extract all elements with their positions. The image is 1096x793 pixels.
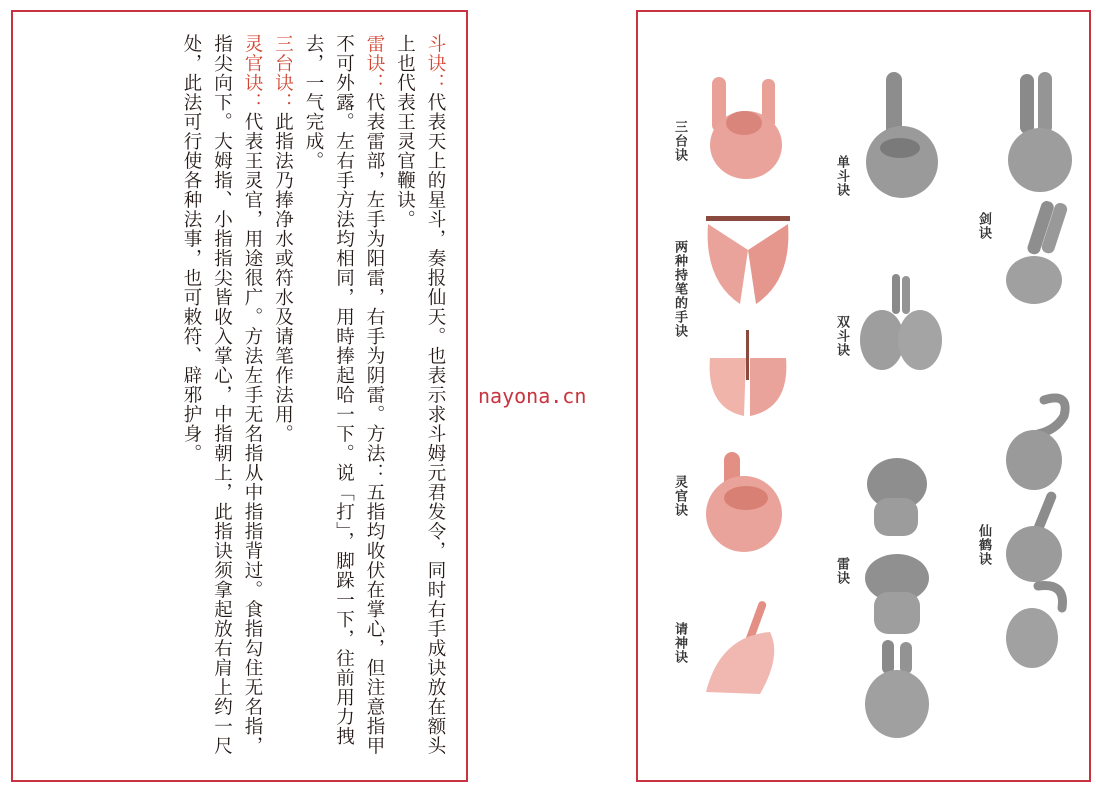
- jian-hand-image-1: [1006, 70, 1076, 195]
- bi-hand-image-1: [700, 210, 796, 310]
- santai-hand-image: [700, 67, 792, 182]
- text-lingguanjue: 代表王灵官，用途很广。方法左手无名指从中指指背过。食指勾住无名指，指尖向下。大姆指、小指指尖皆收入掌心，中指朝上，此指诀须拿起放右肩上约一尺处，此法可行使各种法事，也可敕符、辟邪护身。: [181, 34, 263, 756]
- label-shuang: 双斗诀: [834, 315, 849, 357]
- term-lingguanjue: 灵官诀: [242, 34, 263, 93]
- left-page: [11, 10, 468, 782]
- term-doujue: 斗诀: [425, 34, 446, 73]
- bi-hand-image-2: [700, 328, 796, 420]
- shuang-hand-image: [858, 272, 942, 372]
- label-lingguan: 灵官诀: [672, 475, 687, 517]
- paragraph-santaijue: 三台诀：此指法乃捧净水或符水及请笔作法用。: [272, 34, 294, 444]
- text-doujue: 代表天上的星斗，奏报仙天。也表示求斗姆元君发令，同时右手成诀放在额头上也代表王灵官鞭诀。: [394, 34, 446, 756]
- body-text: [176, 34, 451, 764]
- paragraph-lingguanjue: 灵官诀：代表王灵官，用途很广。方法左手无名指从中指指背过。食指勾住无名指，指尖向下。大姆指、小指指尖皆收入掌心，中指朝上，此指诀须拿起放右肩上约一尺处，此法可行使各种法事，也可敕符、辟邪护身。: [181, 34, 263, 756]
- label-bi: 两种持笔的手诀: [672, 240, 687, 338]
- text-santaijue: 此指法乃捧净水或符水及请笔作法用。: [272, 112, 294, 444]
- paragraph-leijue: 雷诀：代表雷部，左手为阳雷，右手为阴雷。方法：五指均收伏在掌心，但注意指甲不可外露。左右手方法均相同，用時捧起哈一下。说「打」，脚跺一下，往前用力拽去，一气完成。: [303, 34, 385, 756]
- paragraph-doujue: 斗诀：代表天上的星斗，奏报仙天。也表示求斗姆元君发令，同时右手成诀放在额头上也代表王灵官鞭诀。: [394, 34, 446, 756]
- label-lei: 雷诀: [834, 557, 849, 585]
- label-danjue: 单斗诀: [834, 155, 849, 197]
- lei-hand-image-1: [862, 450, 932, 540]
- label-xianhe: 仙鹤诀: [976, 524, 991, 566]
- danjue-hand-image: [860, 70, 940, 200]
- term-leijue: 雷诀: [364, 34, 385, 73]
- lei-hand-image-3: [860, 638, 934, 742]
- label-santai: 三台诀: [672, 120, 687, 162]
- xianhe-hand-image-3: [1004, 574, 1076, 674]
- label-jian: 剑诀: [976, 212, 991, 240]
- term-santaijue: 三台诀: [272, 34, 294, 93]
- jian-hand-image-2: [1004, 198, 1074, 308]
- right-page: [636, 10, 1091, 782]
- label-qingshen: 请神诀: [672, 622, 687, 664]
- lingguan-hand-image: [700, 450, 786, 554]
- text-leijue: 代表雷部，左手为阳雷，右手为阴雷。方法：五指均收伏在掌心，但注意指甲不可外露。左右手方法均相同，用時捧起哈一下。说「打」，脚跺一下，往前用力拽去，一气完成。: [303, 34, 385, 756]
- qingshen-hand-image: [700, 596, 786, 700]
- xianhe-hand-image-1: [1004, 390, 1076, 494]
- lei-hand-image-2: [860, 548, 934, 638]
- xianhe-hand-image-2: [1004, 488, 1076, 588]
- watermark: nayona.cn: [478, 384, 587, 408]
